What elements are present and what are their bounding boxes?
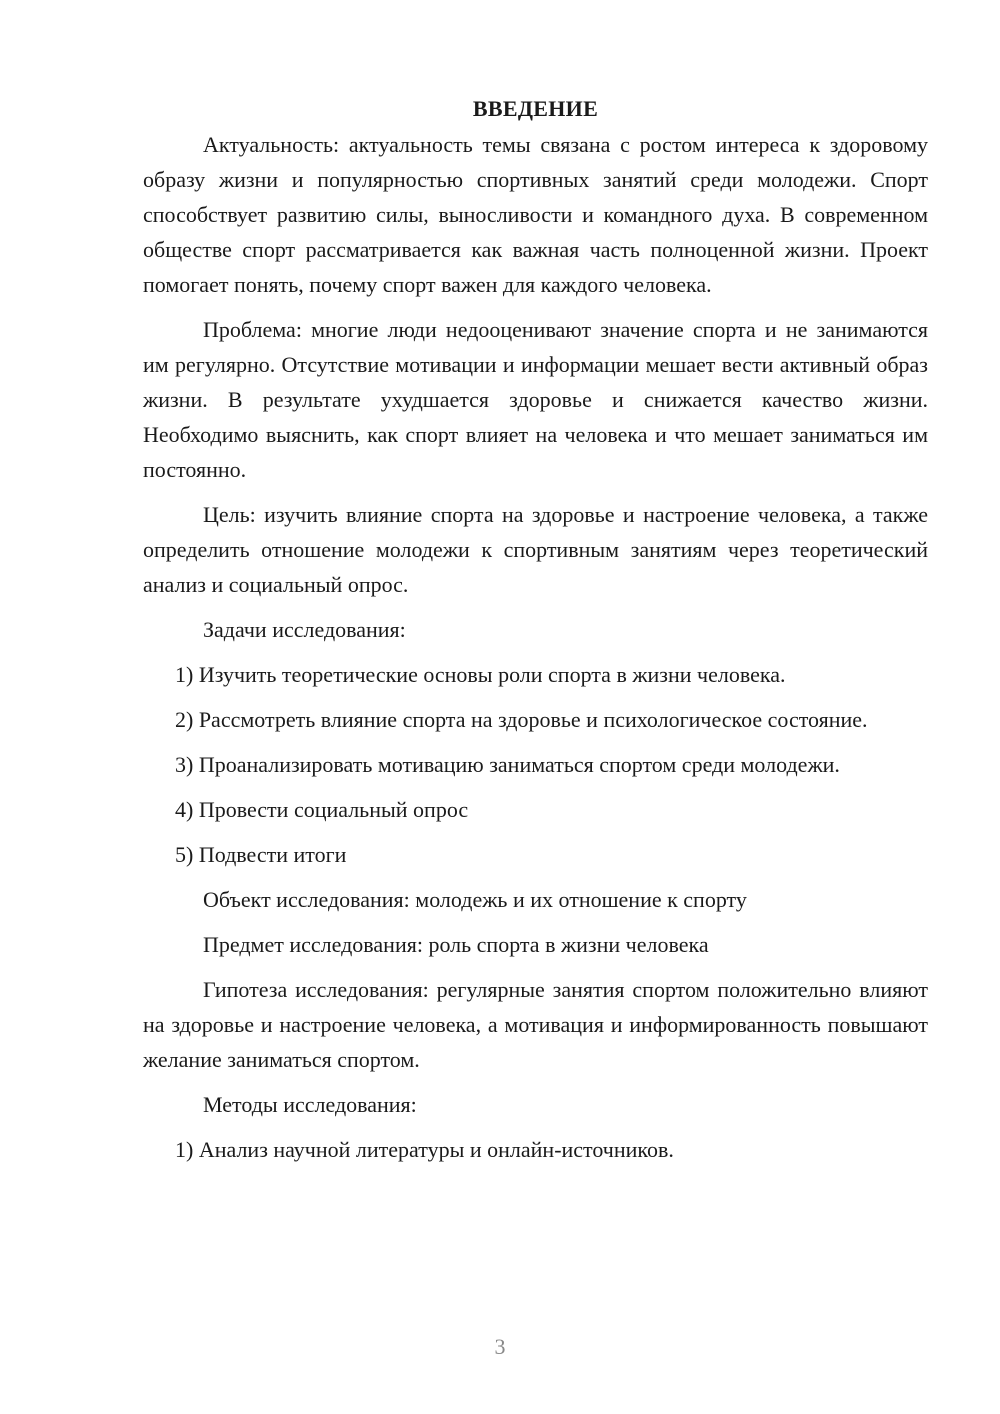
task-item-2: 2) Рассмотреть влияние спорта на здоровье и психологическое состояние. (175, 707, 868, 732)
task-item-1: 1) Изучить теоретические основы роли спорта в жизни человека. (175, 662, 786, 687)
research-subject: Предмет исследования: роль спорта в жизни человека (203, 932, 709, 957)
task-item-3: 3) Проанализировать мотивацию заниматься спортом среди молодежи. (175, 752, 840, 777)
document-page (143, 92, 928, 1177)
page-number: 3 (494, 1334, 506, 1359)
problem-paragraph: Проблема: многие люди недооценивают значение спорта и не занимаются им регулярно. Отсутствие мотивации и информации мешает вести активный образ жизни. В результате ухудшается здоровье и снижается качество жизни. Необходимо выяснить, как спорт влияет на человека и что мешает заниматься им постоянно. (143, 317, 928, 482)
tasks-heading: Задачи исследования: (203, 617, 406, 642)
methods-heading: Методы исследования: (203, 1092, 417, 1117)
method-item-1: 1) Анализ научной литературы и онлайн-источников. (175, 1137, 674, 1162)
task-item-5: 5) Подвести итоги (175, 842, 347, 867)
research-object: Объект исследования: молодежь и их отношение к спорту (203, 887, 747, 912)
hypothesis-paragraph: Гипотеза исследования: регулярные занятия спортом положительно влияют на здоровье и настроение человека, а мотивация и информированность повышают желание заниматься спортом. (143, 977, 928, 1072)
goal-paragraph: Цель: изучить влияние спорта на здоровье и настроение человека, а также определить отношение молодежи к спортивным занятиям через теоретический анализ и социальный опрос. (143, 502, 928, 597)
task-item-4: 4) Провести социальный опрос (175, 797, 469, 822)
relevance-paragraph: Актуальность: актуальность темы связана с ростом интереса к здоровому образу жизни и популярностью спортивных занятий среди молодежи. Спорт способствует развитию силы, выносливости и командного духа. В современном обществе спорт рассматривается как важная часть полноценной жизни. Проект помогает понять, почему спорт важен для каждого человека. (143, 132, 928, 297)
section-title: ВВЕДЕНИЕ (472, 96, 599, 121)
